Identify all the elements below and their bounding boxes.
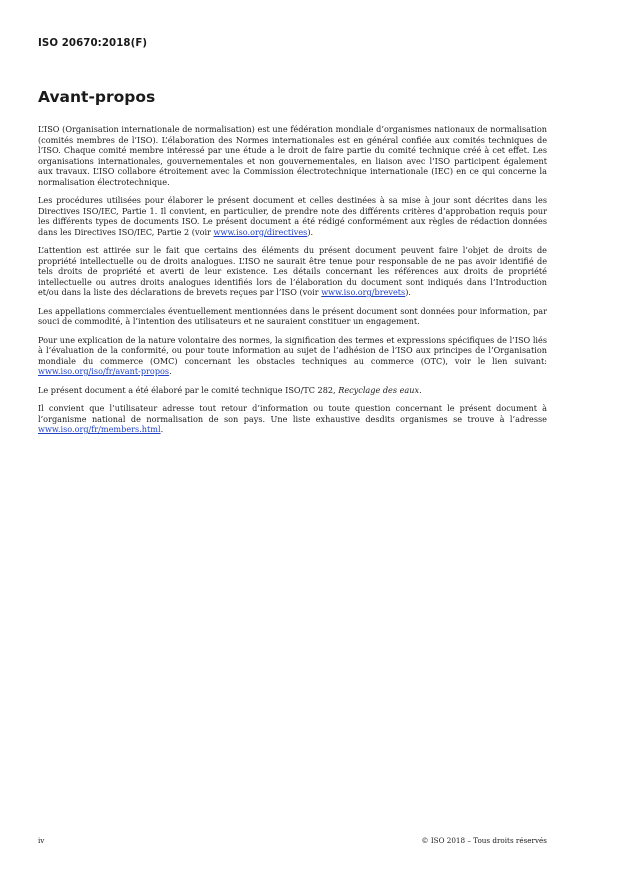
paragraph-patents-end: ). (405, 287, 411, 297)
paragraph-committee-text: Le présent document a été élaboré par le comité technique ISO/TC 282, (38, 384, 339, 395)
link-members[interactable]: www.iso.org/fr/members.html (38, 424, 161, 434)
paragraph-procedures (38, 195, 547, 237)
copyright-notice: © ISO 2018 – Tous droits réservés (421, 836, 547, 845)
page-title: Avant-propos (38, 88, 156, 106)
link-directives[interactable]: www.iso.org/directives (213, 226, 308, 237)
paragraph-procedures-end: ). (307, 226, 314, 237)
paragraph-iso-intro: L’ISO (Organisation internationale de normalisation) est une fédération mondiale d’organismes nationaux de normalisation (comités membres de l’ISO). L’élaboration des Normes internationales est en général confiée aux comités techniques de l’ISO. Chaque comité membre intéressé par une étude a le droit de faire partie du comité technique créé à cet effet. Les organisations internationales, gouvernementales et non gouvernementales, en liaison avec l’ISO participent également aux travaux. L’ISO collabore étroitement avec la Commission électrotechnique internationale (IEC) en ce qui concerne la normalisation électrotechnique. (38, 124, 547, 187)
paragraph-patents-text: L’attention est attirée sur le fait que certains des éléments du présent document peuvent faire l’objet de droits de propriété intellectuelle ou de droits analogues. L’ISO ne saurait être tenue pour responsable de ne pas avoir identifié de tels droits de propriété et averti de leur existence. Les détails concernant les références aux droits de propriété intellectuelle ou autres droits analogues identifiés lors de l’élaboration du document sont indiqués dans l’Introduction et/ou dans la liste des déclarations de brevets reçues par l’ISO (voir (38, 245, 547, 297)
paragraph-feedback-end: . (160, 424, 164, 434)
paragraph-patents (38, 245, 547, 298)
paragraph-procedures-text: Les procédures utilisées pour élaborer le présent document et celles destinées à sa mise à jour sont décrites dans les Directives ISO/IEC, Partie 1. Il convient, en particulier, de prendre note des différents critères d’approbation requis pour les différents types de documents ISO. Le présent document a été rédigé conformément aux règles de rédaction données dans les Directives ISO/IEC, Partie 2 (voir (38, 195, 547, 237)
paragraph-voluntary-nature-end: . (169, 366, 172, 376)
foreword-body (38, 124, 547, 443)
paragraph-voluntary-nature (38, 335, 547, 377)
paragraph-committee (38, 385, 547, 396)
link-avant-propos[interactable]: www.iso.org/iso/fr/avant-propos (38, 366, 170, 376)
paragraph-committee-end: . (419, 384, 422, 395)
document-id-header: ISO 20670:2018(F) (38, 38, 148, 49)
link-brevets[interactable]: www.iso.org/brevets (321, 287, 406, 297)
paragraph-voluntary-nature-text: Pour une explication de la nature volontaire des normes, la signification des termes et expressions spécifiques de l’ISO liés à l’évaluation de la conformité, ou pour toute information au sujet de l’adhésion de l’ISO aux principes de l’Organisation mondiale du commerce (OMC) concernant les obstacles techniques au commerce (OTC), voir le lien suivant: (38, 334, 547, 366)
paragraph-trade-names: Les appellations commerciales éventuellement mentionnées dans le présent document sont données pour information, par souci de commodité, à l’intention des utilisateurs et ne sauraient constituer un engagement. (38, 305, 547, 326)
paragraph-feedback-text: Il convient que l’utilisateur adresse tout retour d’information ou toute question concernant le présent document à l’organisme national de normalisation de son pays. Une liste exhaustive desdits organismes se trouve à l’adresse (38, 403, 547, 424)
committee-name: Recyclage des eaux (338, 384, 420, 395)
page-number: iv (38, 836, 45, 845)
paragraph-feedback (38, 403, 547, 435)
